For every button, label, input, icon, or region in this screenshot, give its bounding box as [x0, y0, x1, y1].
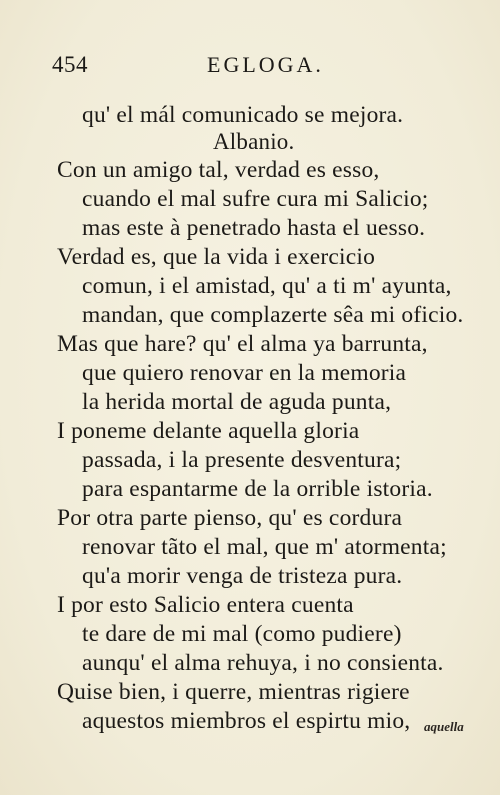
running-head: EGLOGA.: [207, 52, 324, 77]
verse-line: aunqu' el alma rehuya, i no consienta.: [82, 650, 444, 676]
verse-line: mas este à penetrado hasta el uesso.: [82, 215, 426, 241]
verse-line: para espantarme de la orrible istoria.: [82, 476, 433, 502]
verse-line: renovar tãto el mal, que m' atormenta;: [82, 534, 447, 560]
verse-line: qu'a morir venga de tristeza pura.: [82, 563, 403, 589]
verse-line: I por esto Salicio entera cuenta: [57, 592, 354, 618]
verse-line: aquestos miembros el espirtu mio,: [82, 708, 411, 734]
verse-line: mandan, que complazerte sêa mi oficio.: [82, 302, 464, 328]
verse-line: la herida mortal de aguda punta,: [82, 389, 392, 415]
catchword: aquella: [424, 719, 464, 734]
verse-line: comun, i el amistad, qu' a ti m' ayunta,: [82, 273, 452, 299]
page-number: 454: [52, 52, 88, 77]
verse-line: Mas que hare? qu' el alma ya barrunta,: [57, 331, 428, 357]
verse-line: qu' el mál comunicado se mejora.: [82, 102, 404, 128]
page-header: [52, 52, 452, 82]
verse-line: Verdad es, que la vida i exercicio: [57, 244, 376, 270]
verse-line: I poneme delante aquella gloria: [57, 418, 360, 444]
verse-line: passada, i la presente desventura;: [82, 447, 402, 473]
verse-line: que quiero renovar en la memoria: [82, 360, 407, 386]
verse-line: cuando el mal sufre cura mi Salicio;: [82, 186, 429, 212]
verse-line: Con un amigo tal, verdad es esso,: [57, 157, 380, 183]
verse-line: Quise bien, i querre, mientras rigiere: [57, 679, 410, 705]
speaker-name: Albanio.: [213, 129, 295, 154]
verse-line: te dare de mi mal (como pudiere): [82, 621, 402, 647]
verse-line: Por otra parte pienso, qu' es cordura: [57, 505, 403, 531]
